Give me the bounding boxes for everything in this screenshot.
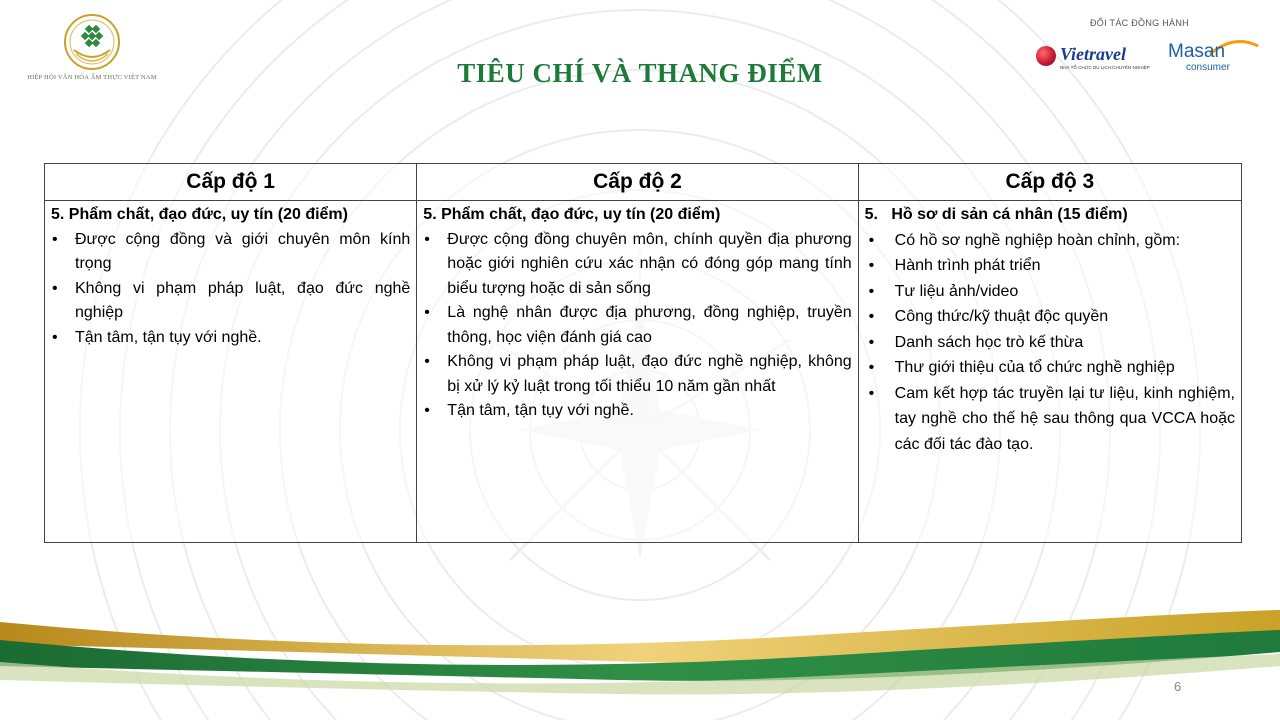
- list-item: • Được cộng đồng và giới chuyên môn kính trọng: [51, 228, 410, 277]
- criteria-list: [51, 228, 410, 351]
- criteria-list: [865, 228, 1235, 458]
- list-item: • Tận tâm, tận tụy với nghề.: [423, 399, 851, 424]
- table-cell-level-2: [417, 201, 858, 543]
- cell-heading: 5. Phẩm chất, đạo đức, uy tín (20 điểm): [423, 206, 721, 223]
- page-title: TIÊU CHÍ VÀ THANG ĐIỂM: [457, 58, 823, 88]
- list-item: • Hành trình phát triển: [865, 253, 1235, 279]
- vietravel-name: Vietravel: [1060, 44, 1126, 64]
- list-item: • Không vi phạm pháp luật, đạo đức nghề nghiệp: [51, 277, 410, 326]
- table-row: [45, 201, 1242, 543]
- list-item: • Tận tâm, tận tụy với nghề.: [51, 326, 410, 351]
- vietravel-tagline: NHÀ TỔ CHỨC DU LỊCH CHUYÊN NGHIỆP: [1060, 65, 1150, 70]
- masan-tagline: consumer: [1186, 62, 1230, 73]
- list-item: • Thư giới thiệu của tổ chức nghề nghiệp: [865, 355, 1235, 381]
- table-cell-level-1: [45, 201, 417, 543]
- list-item: • Có hồ sơ nghề nghiệp hoàn chỉnh, gồm:: [865, 228, 1235, 254]
- list-item: • Không vi phạm pháp luật, đạo đức nghề nghiệp, không bị xử lý kỷ luật trong tối thiểu 10 năm gần nhất: [423, 350, 851, 399]
- list-item: • Danh sách học trò kế thừa: [865, 330, 1235, 356]
- partner-heading: ĐỐI TÁC ĐỒNG HÀNH: [1090, 18, 1189, 28]
- criteria-table: [44, 163, 1242, 543]
- column-header-level-1: Cấp độ 1: [45, 164, 417, 201]
- list-item: • Tư liệu ảnh/video: [865, 279, 1235, 305]
- cell-heading: 5. Phẩm chất, đạo đức, uy tín (20 điểm): [51, 206, 348, 223]
- table-cell-level-3: [858, 201, 1241, 543]
- masan-name: Masan: [1168, 41, 1226, 62]
- column-header-level-3: Cấp độ 3: [858, 164, 1241, 201]
- page-number: 6: [1174, 679, 1182, 694]
- column-header-level-2: Cấp độ 2: [417, 164, 858, 201]
- cell-heading: 5. Hồ sơ di sản cá nhân (15 điểm): [864, 206, 1128, 223]
- org-name: HIỆP HỘI VĂN HÓA ẨM THỰC VIỆT NAM: [27, 74, 157, 81]
- table-header-row: [45, 164, 1242, 201]
- list-item: • Là nghệ nhân được địa phương, đồng nghiệp, truyền thông, học viện đánh giá cao: [423, 301, 851, 350]
- criteria-list: [423, 228, 851, 424]
- list-item: • Công thức/kỹ thuật độc quyền: [865, 304, 1235, 330]
- list-item: • Được cộng đồng chuyên môn, chính quyền địa phương hoặc giới nghiên cứu xác nhận có đóng góp mang tính biểu tượng hoặc di sản sống: [423, 228, 851, 302]
- list-item: • Cam kết hợp tác truyền lại tư liệu, kinh nghiệm, tay nghề cho thế hệ sau thông qua VCCA hoặc các đối tác đào tạo.: [865, 381, 1235, 458]
- footer-wave-decoration: [0, 600, 1280, 720]
